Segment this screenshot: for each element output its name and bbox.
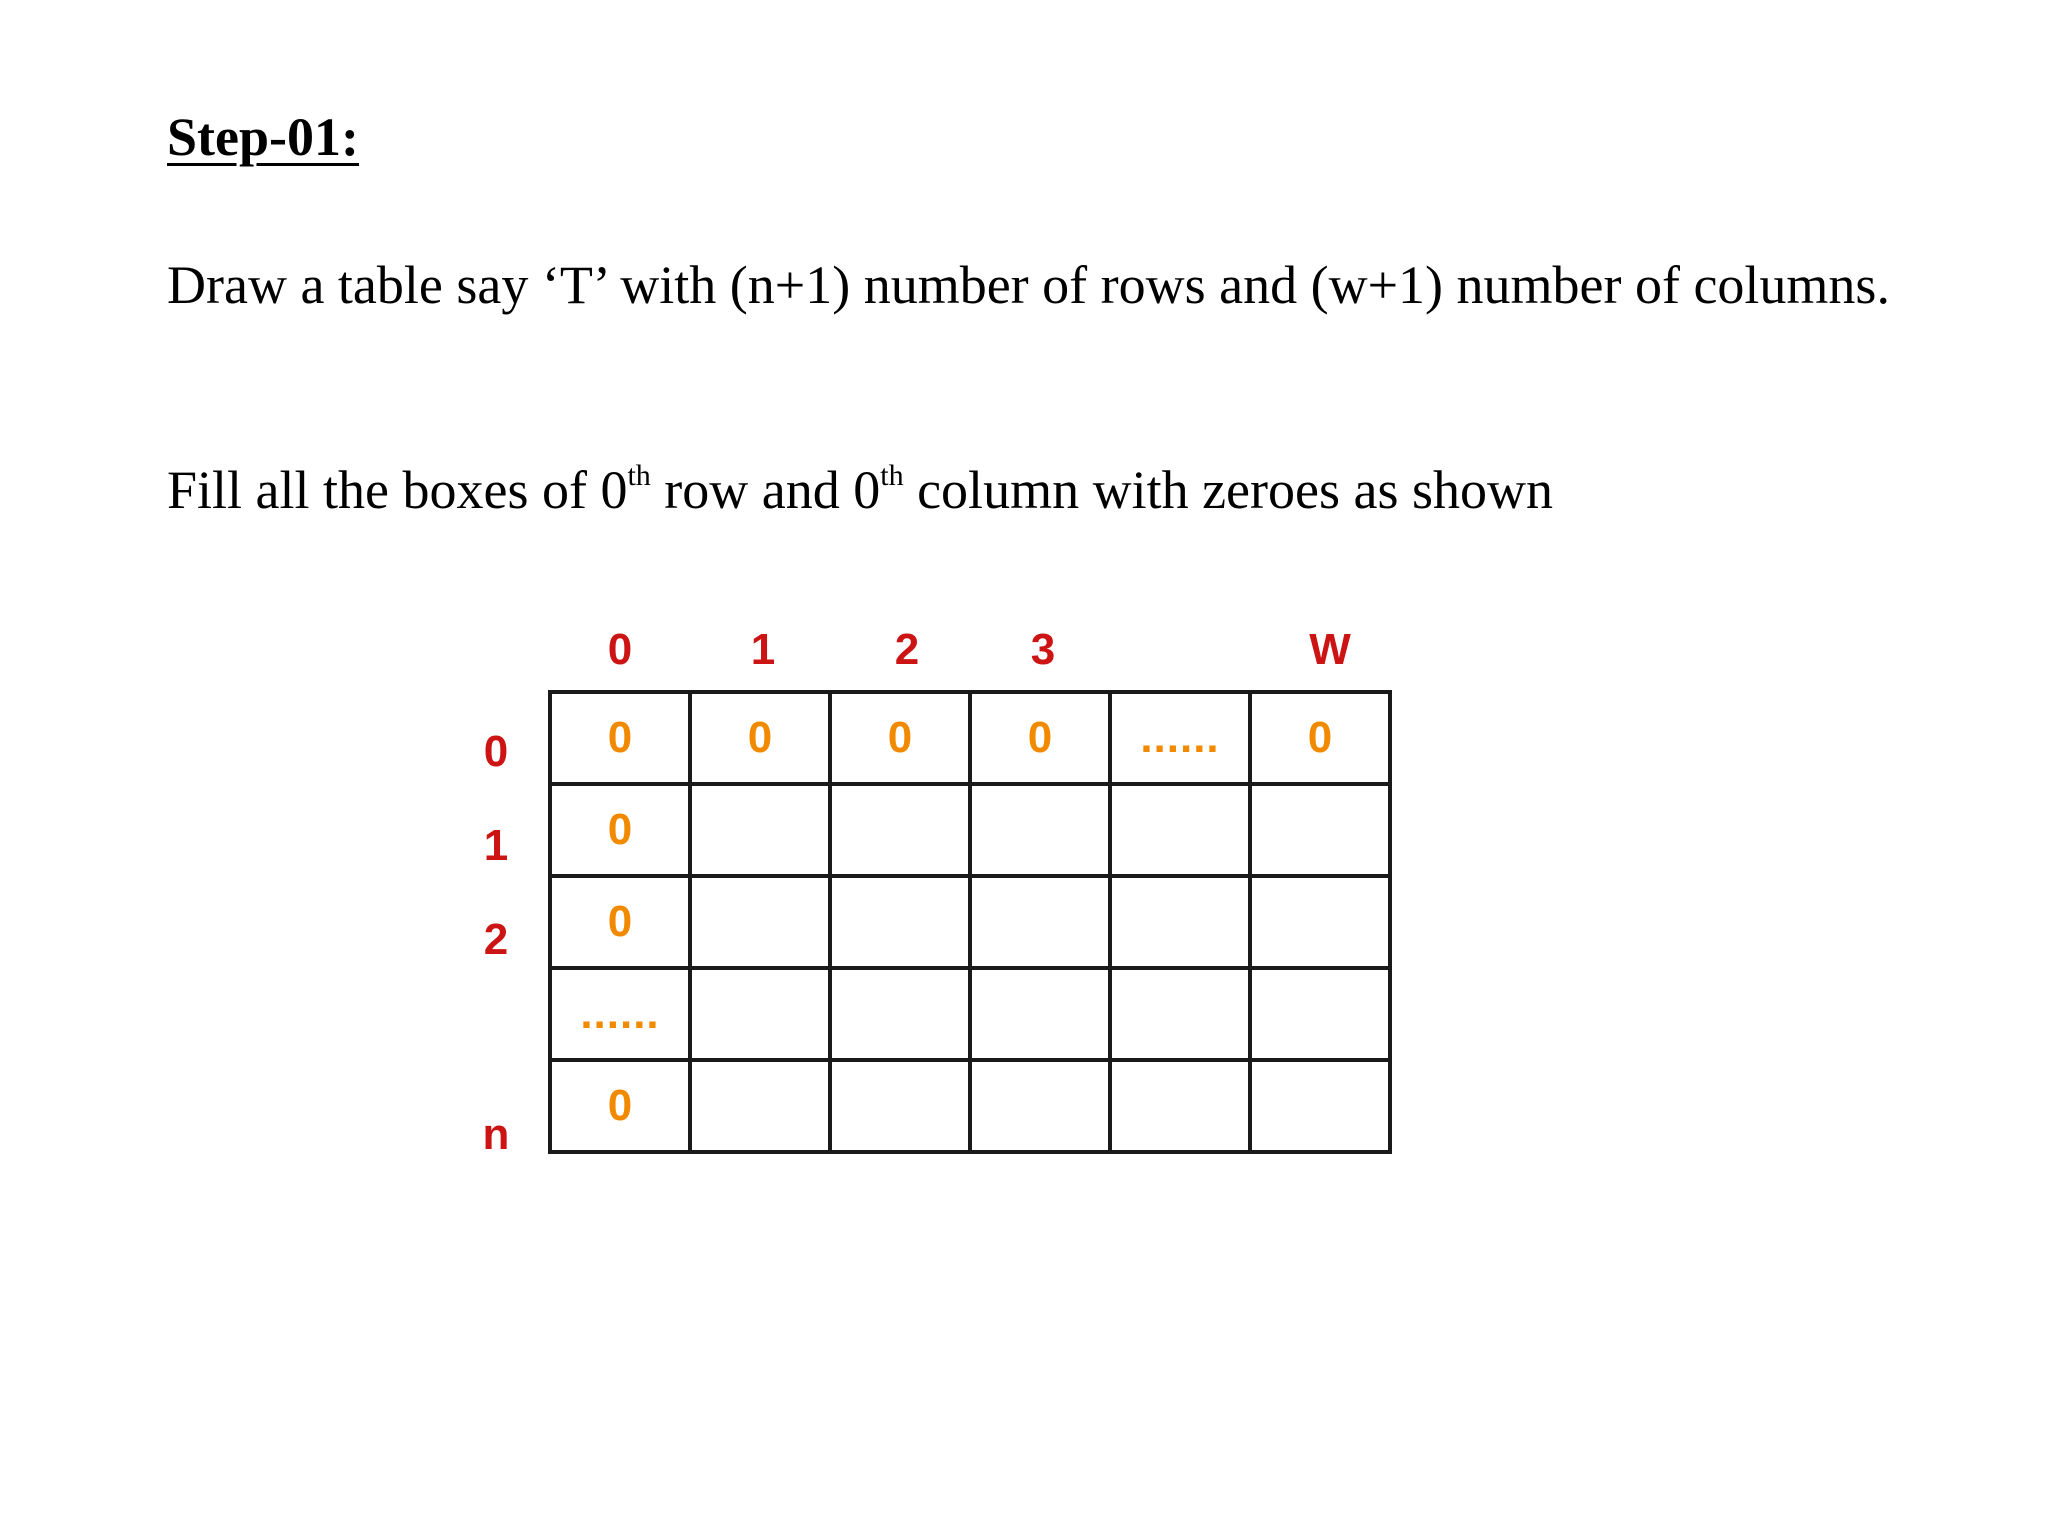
table-cell: 0 bbox=[970, 692, 1110, 784]
paragraph-2-part-3: column with zeroes as shown bbox=[903, 460, 1553, 520]
table-cell bbox=[690, 876, 830, 968]
row-header-2: 2 bbox=[483, 915, 509, 964]
table-cell: 0 bbox=[690, 692, 830, 784]
row-header-1: 1 bbox=[483, 821, 509, 870]
table-cell: 0 bbox=[550, 876, 690, 968]
table-cell: 0 bbox=[830, 692, 970, 784]
table-cell bbox=[1110, 876, 1250, 968]
column-header-0: 0 bbox=[607, 625, 633, 674]
column-header-1: 1 bbox=[750, 625, 776, 674]
table-cell bbox=[1250, 784, 1390, 876]
superscript-th-2: th bbox=[880, 459, 904, 492]
table-cell bbox=[690, 1060, 830, 1152]
table-cell-ellipsis: ...... bbox=[550, 968, 690, 1060]
row-header-n: n bbox=[482, 1110, 510, 1159]
table-cell: 0 bbox=[1250, 692, 1390, 784]
row-header-0: 0 bbox=[483, 727, 509, 776]
table-cell bbox=[1250, 876, 1390, 968]
table-row bbox=[550, 876, 1390, 968]
table-cell: 0 bbox=[550, 692, 690, 784]
table-cell bbox=[1250, 968, 1390, 1060]
instruction-paragraph-1: Draw a table say ‘T’ with (n+1) number of rows and (w+1) number of columns. bbox=[167, 255, 1890, 315]
table-cell: 0 bbox=[550, 784, 690, 876]
table-cell bbox=[690, 784, 830, 876]
table-cell-ellipsis: ...... bbox=[1110, 692, 1250, 784]
table-cell bbox=[1110, 1060, 1250, 1152]
table-cell bbox=[970, 1060, 1110, 1152]
table-cell bbox=[830, 876, 970, 968]
table-cell bbox=[1110, 968, 1250, 1060]
column-header-3: 3 bbox=[1030, 625, 1056, 674]
paragraph-2-part-1: Fill all the boxes of 0 bbox=[167, 460, 628, 520]
superscript-th-1: th bbox=[627, 459, 651, 492]
dp-table bbox=[548, 690, 1392, 1154]
table-row bbox=[550, 1060, 1390, 1152]
table-cell bbox=[830, 1060, 970, 1152]
column-header-w: W bbox=[1309, 625, 1351, 674]
table-cell bbox=[970, 784, 1110, 876]
table-cell bbox=[1110, 784, 1250, 876]
step-heading: Step-01: bbox=[167, 107, 359, 167]
table-cell bbox=[1250, 1060, 1390, 1152]
table-row bbox=[550, 784, 1390, 876]
table-cell bbox=[970, 876, 1110, 968]
table-cell bbox=[970, 968, 1110, 1060]
table-cell bbox=[690, 968, 830, 1060]
table-cell: 0 bbox=[550, 1060, 690, 1152]
paragraph-2-part-2: row and 0 bbox=[650, 460, 881, 520]
table-row bbox=[550, 692, 1390, 784]
column-header-2: 2 bbox=[894, 625, 920, 674]
table-row bbox=[550, 968, 1390, 1060]
table-cell bbox=[830, 968, 970, 1060]
table-cell bbox=[830, 784, 970, 876]
